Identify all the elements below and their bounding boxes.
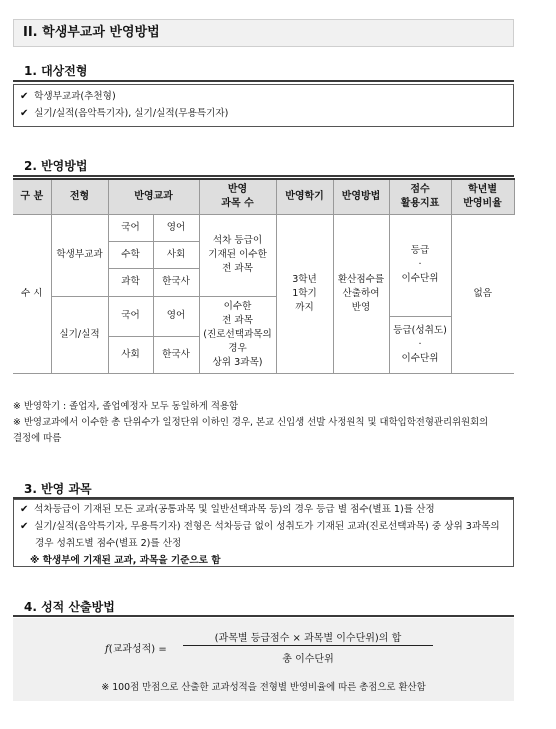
cell-ratio: 없음: [451, 214, 514, 373]
cell-subject: 사회: [108, 336, 153, 373]
heading-method: 2. 반영방법: [24, 159, 88, 173]
formula-box: [13, 618, 514, 701]
cell-subject: 한국사: [153, 336, 199, 373]
formula-denominator: 총 이수단위: [282, 654, 334, 665]
cell-count-b: 이수한 전 과목 (진로선택과목의 경우 상위 3과목): [199, 296, 276, 373]
cell-type-b: 실기/실적: [51, 296, 108, 373]
cell-count-a: 석차 등급이 기재된 이수한 전 과목: [199, 214, 276, 296]
header-count: 반영 과목 수: [199, 179, 276, 214]
cell-method: 환산점수를 산출하여 반영: [333, 214, 389, 373]
subjects-item-text: 석차등급이 기재된 모든 교과(공통과목 및 일반선택과목 등)의 경우 등급 별 점수(별표 1)를 산정: [34, 504, 435, 515]
header-method: 반영방법: [333, 179, 389, 214]
subjects-item-cont: 경우 성취도별 점수(별표 2)를 산정: [35, 538, 182, 549]
heading-score: 4. 성적 산출방법: [24, 600, 115, 614]
check-icon: ✔: [20, 108, 29, 119]
heading-target: 1. 대상전형: [24, 64, 88, 78]
cell-susi: 수 시: [13, 214, 51, 373]
header-subjects: 반영교과: [108, 179, 199, 214]
target-item-text: 학생부교과(추천형): [34, 91, 116, 102]
formula-note: ※ 100점 만점으로 산출한 교과성적을 전형별 반영비율에 따른 총점으로 환산함: [101, 682, 426, 693]
method-note: ※ 반영학기 : 졸업자, 졸업예정자 모두 동일하게 적용함: [13, 401, 239, 412]
formula-numerator: (과목별 등급점수 × 과목별 이수단위)의 합: [214, 633, 402, 644]
cell-subject: 국어: [108, 296, 153, 336]
heading-underline: [13, 615, 514, 617]
cell-subject: 한국사: [153, 268, 199, 296]
check-icon: ✔: [20, 521, 29, 532]
cell-subject: 수학: [108, 241, 153, 268]
table-header-row: [13, 179, 514, 214]
cell-type-a: 학생부교과: [51, 214, 108, 296]
cell-subject: 국어: [108, 214, 153, 241]
subjects-item-text: 실기/실적(음악특기자, 무용특기자) 전형은 석차등급 없이 성취도가 기재된 교과(진로선택과목) 중 상위 3과목의: [34, 521, 500, 532]
heading-subjects: 3. 반영 과목: [24, 482, 92, 496]
cell-index-a: 등급 · 이수단위: [389, 214, 451, 316]
cell-subject: 사회: [153, 241, 199, 268]
cell-index-b: 등급(성취도) · 이수단위: [389, 316, 451, 373]
fraction-bar: [183, 645, 433, 646]
header-index: 점수 활용지표: [389, 179, 451, 214]
header-type: 전형: [51, 179, 108, 214]
formula-label: f(교과성적) =: [105, 644, 167, 655]
header-term: 반영학기: [276, 179, 333, 214]
method-note: ※ 반영교과에서 이수한 총 단위수가 일정단위 이하인 경우, 본교 신입생 선발 사정원칙 및 대학입학전형관리위원회의: [13, 417, 489, 428]
subjects-item: [20, 518, 513, 535]
subjects-bold-note: ※ 학생부에 기재된 교과, 과목을 기준으로 함: [30, 555, 221, 566]
heading-underline: [13, 175, 514, 177]
method-table: [13, 178, 515, 374]
target-item-text: 실기/실적(음악특기자), 실기/실적(무용특기자): [34, 108, 229, 119]
cell-subject: 영어: [153, 214, 199, 241]
target-item: [20, 88, 513, 105]
section-title: II. 학생부교과 반영방법: [13, 19, 514, 47]
heading-underline: [13, 80, 514, 82]
cell-term: 3학년 1학기 까지: [276, 214, 333, 373]
header-gubun: 구 분: [13, 179, 51, 214]
target-box: [13, 84, 514, 127]
header-ratio: 학년별 반영비율: [451, 179, 514, 214]
check-icon: ✔: [20, 504, 29, 515]
check-icon: ✔: [20, 91, 29, 102]
table-row: [13, 214, 514, 241]
subjects-box: [13, 499, 514, 567]
subjects-item: [20, 501, 513, 518]
method-note: 결정에 따름: [13, 433, 62, 444]
target-item: [20, 105, 513, 122]
cell-subject: 영어: [153, 296, 199, 336]
cell-subject: 과학: [108, 268, 153, 296]
